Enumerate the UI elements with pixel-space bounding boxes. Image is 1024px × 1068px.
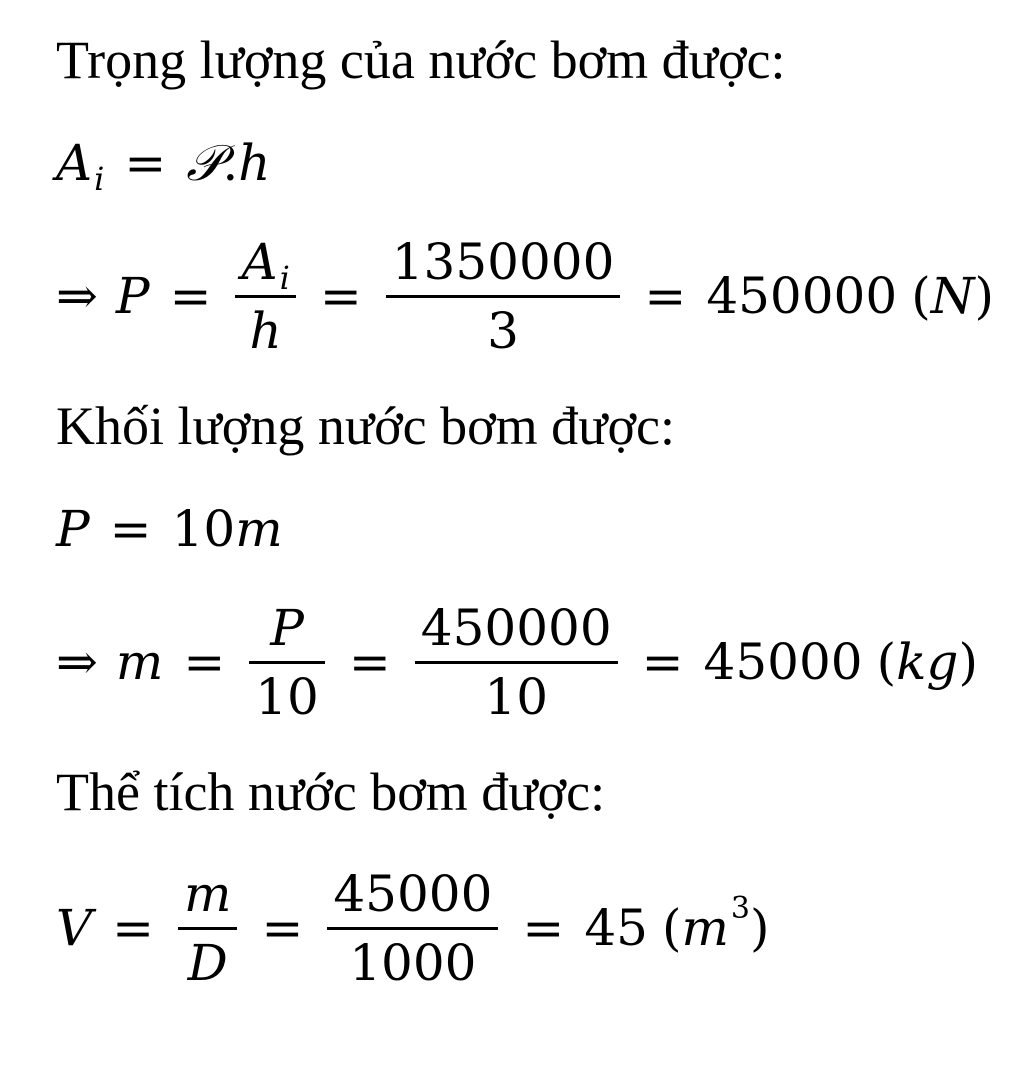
numerator: P xyxy=(270,598,304,657)
numerator: 45000 xyxy=(333,864,493,923)
heading-water-volume: Thể tích nước bơm được: xyxy=(56,762,606,822)
fraction-bar xyxy=(327,927,498,930)
equation-work xyxy=(56,128,270,198)
denominator: 10 xyxy=(484,667,549,726)
fraction-bar xyxy=(178,927,237,930)
result-value: 450000 xyxy=(706,267,898,325)
denominator: 3 xyxy=(487,301,519,360)
var-h: h xyxy=(238,134,271,192)
denominator: h xyxy=(249,301,282,360)
equation-volume xyxy=(56,862,769,994)
fraction-bar xyxy=(415,661,618,664)
heading-water-weight: Trọng lượng của nước bơm được: xyxy=(56,30,786,90)
equals-sign: = xyxy=(348,633,391,691)
fraction-p-over-10 xyxy=(249,599,325,726)
numerator xyxy=(235,232,295,297)
equation-weight xyxy=(56,230,994,362)
result-value: 45000 xyxy=(703,633,863,691)
subscript-i: i xyxy=(279,258,290,297)
unit-n: N xyxy=(930,267,975,325)
superscript-3: 3 xyxy=(730,890,750,926)
denominator: D xyxy=(187,933,228,992)
equals-sign: = xyxy=(183,633,226,691)
open-paren: ( xyxy=(661,899,682,957)
implies-arrow: ⇒ xyxy=(56,633,98,691)
equals-sign: = xyxy=(109,500,152,558)
var-a: A xyxy=(241,232,278,291)
equals-sign: = xyxy=(169,267,212,325)
equation-mass xyxy=(56,596,978,728)
coefficient: 10 xyxy=(171,500,236,558)
equals-sign: = xyxy=(112,899,155,957)
numerator: 450000 xyxy=(420,598,612,657)
denominator: 10 xyxy=(255,667,319,726)
result-value: 45 xyxy=(584,899,648,957)
close-paren: ) xyxy=(974,267,994,325)
equals-sign: = xyxy=(319,267,362,325)
open-paren: ( xyxy=(876,633,897,691)
fraction-1350000-over-3 xyxy=(386,233,621,360)
dot-operator: . xyxy=(222,134,239,192)
fraction-ai-over-h xyxy=(235,233,295,360)
close-paren: ) xyxy=(958,633,978,691)
fraction-m-over-d xyxy=(178,865,237,992)
numerator: 1350000 xyxy=(391,232,615,291)
var-m: m xyxy=(235,500,283,558)
unit-kg: kg xyxy=(896,633,959,691)
equals-sign: = xyxy=(522,899,565,957)
open-paren: ( xyxy=(911,267,931,325)
heading-water-mass: Khối lượng nước bơm được: xyxy=(56,396,675,456)
implies-arrow: ⇒ xyxy=(56,267,98,325)
close-paren: ) xyxy=(749,899,770,957)
equals-sign: = xyxy=(124,134,167,192)
equation-weight-mass xyxy=(56,494,283,564)
equals-sign: = xyxy=(261,899,304,957)
unit-m: m xyxy=(681,899,729,957)
var-script-p: 𝒫 xyxy=(186,133,223,192)
fraction-450000-over-10 xyxy=(415,599,618,726)
equals-sign: = xyxy=(641,633,684,691)
fraction-bar xyxy=(249,661,325,664)
equals-sign: = xyxy=(644,267,687,325)
var-v: V xyxy=(56,899,93,957)
subscript-i: i xyxy=(94,160,105,198)
numerator: m xyxy=(184,864,232,923)
fraction-bar xyxy=(386,295,621,298)
var-p: P xyxy=(115,267,150,325)
var-p: P xyxy=(56,500,90,558)
var-a: A xyxy=(56,134,93,192)
fraction-45000-over-1000 xyxy=(327,865,498,992)
denominator: 1000 xyxy=(349,933,477,992)
var-m: m xyxy=(115,633,164,691)
